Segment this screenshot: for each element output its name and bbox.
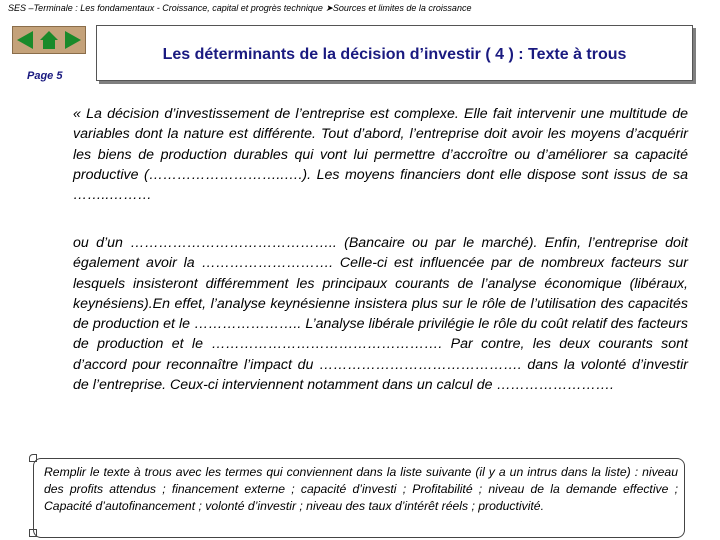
breadcrumb bbox=[8, 3, 471, 14]
breadcrumb-path: SES –Terminale : Les fondamentaux - Croissance, capital et progrès technique bbox=[8, 3, 326, 13]
breadcrumb-arrow-icon: ➤ bbox=[325, 3, 333, 13]
next-page-button[interactable] bbox=[63, 30, 83, 50]
arrow-left-icon bbox=[17, 31, 33, 49]
breadcrumb-current: Sources et limites de la croissance bbox=[332, 3, 472, 13]
previous-page-button[interactable] bbox=[15, 30, 35, 50]
text-paragraph-2: ou d’un …………………………………….. (Bancaire ou par le marché). Enfin, l’entreprise doit également avoir la ………………………. Celle-ci est influencée par de nombreux facteurs sur lesquels insisteront différemment les principaux courants de l’analyse économique (libéraux, keynésiens).En effet, l’analyse keynésienne insistera plus sur le rôle de l’utilisation des capacités de production et le ………………….. L’analyse libérale privilégie le rôle du coût relatif des facteurs de production et le …………………………………………. Par contre, les deux courants sont d’accord pour reconnaître l’impact du ……………………………………. dans la volonté d’investir de l’entreprise. Ceux-ci interviennent notamment dans un calcul de ……………………. bbox=[73, 235, 688, 394]
text-paragraph-1: « La décision d’investissement de l’entreprise est complexe. Elle fait intervenir une multitude de variables dont la nature est différente. Tout d’abord, l’entreprise doit avoir les moyens d’acquérir les biens de production durables qui vont lui permettre d’accroître ou d’améliorer sa capacité productive (………………………..….). Les moyens financiers dont elle dispose sont issus de sa ……..……… bbox=[73, 106, 688, 204]
instructions-box bbox=[33, 458, 685, 538]
title-box bbox=[96, 25, 693, 81]
navigation-bar bbox=[12, 26, 86, 54]
home-button[interactable] bbox=[39, 30, 59, 50]
page-number: Page 5 bbox=[27, 70, 63, 82]
page-title: Les déterminants de la décision d’investir ( 4 ) : Texte à trous bbox=[162, 46, 627, 63]
instructions-text: Remplir le texte à trous avec les termes qui conviennent dans la liste suivante (il y a un intrus dans la liste) : niveau des profits attendus ; financement externe ; capacité d’investi ; Profitabilité ; niveau de la demande effective ; Capacité d’autofinancement ; volonté d’investir ; niveau des taux d’intérêt réels ; productivité. bbox=[44, 465, 678, 513]
home-icon bbox=[40, 31, 58, 49]
arrow-right-icon bbox=[65, 31, 81, 49]
